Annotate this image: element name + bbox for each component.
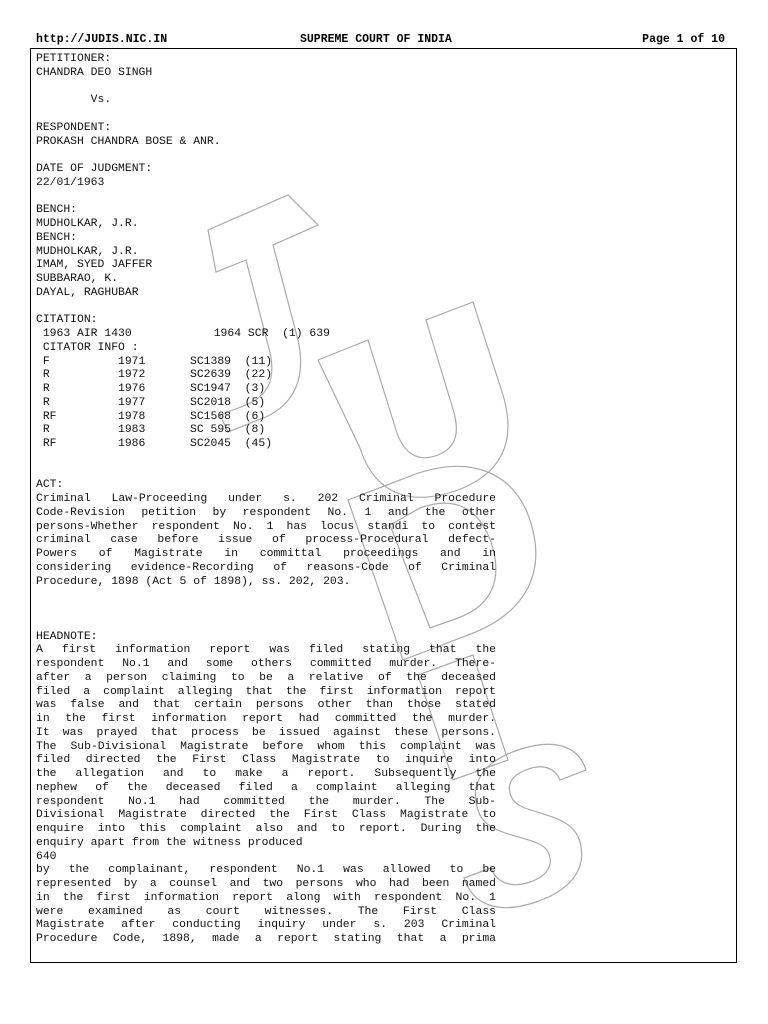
headnote-line: by the complainant, respondent No.1 was allowed to be — [36, 864, 496, 877]
headnote-line: Magistrate after conducting inquiry under s. 203 Criminal — [36, 919, 496, 932]
citator-code: RF — [36, 438, 57, 450]
headnote-line: Procedure Code, 1898, made a report stating that a prima — [36, 933, 496, 945]
act-line: Powers of Magistrate in committal proceedings and in — [36, 548, 496, 560]
citator-year: 1978 — [118, 410, 146, 423]
act-line-last: Procedure, 1898 (Act 5 of 1898), ss. 202, 203. — [36, 575, 351, 588]
headnote-line: Divisional Magistrate directed the First Class Magistrate to — [36, 809, 496, 822]
page-header — [36, 33, 725, 47]
bench-member: MUDHOLKAR, J.R. — [36, 245, 139, 258]
headnote-line: respondent No.1 had committed the murder. The Sub- — [36, 795, 496, 808]
act-line: persons-Whether respondent No. 1 has locus standi to contest — [36, 520, 496, 533]
act-label: ACT: — [36, 479, 64, 492]
bench-label: BENCH: — [36, 204, 78, 217]
judgment-date: 22/01/1963 — [36, 176, 105, 189]
citator-code: F — [36, 355, 50, 368]
respondent-name: PROKASH CHANDRA BOSE & ANR. — [36, 135, 221, 148]
citator-year: 1983 — [118, 424, 146, 437]
act-line: criminal case before issue of process-Procedural defect- — [36, 534, 496, 547]
citator-code: R — [36, 424, 50, 437]
headnote-line: A first information report was filed stating that the — [36, 644, 496, 657]
citator-year: 1972 — [118, 369, 146, 382]
source-url: http://JUDIS.NIC.IN — [36, 33, 168, 46]
bench-member: SUBBARAO, K. — [36, 273, 119, 285]
citator-code: R — [36, 369, 50, 382]
date-label: DATE OF JUDGMENT: — [36, 163, 153, 175]
citator-ref: SC2018 (5) — [190, 396, 266, 409]
bench-label-2: BENCH: — [36, 231, 78, 244]
page-indicator: Page 1 of 10 — [642, 33, 725, 46]
headnote-line: filed a complaint alleging that the first information report — [36, 685, 496, 698]
act-line: Criminal Law-Proceeding under s. 202 Criminal Procedure — [36, 493, 496, 505]
citator-table — [36, 356, 496, 452]
headnote-line: nephew of the deceased filed a complaint alleging that — [36, 781, 496, 794]
citator-ref: SC2045 (45) — [190, 438, 273, 450]
citator-code: R — [36, 396, 50, 409]
citator-ref: SC1947 (3) — [190, 383, 266, 395]
headnote-label: HEADNOTE: — [36, 630, 98, 643]
bench-member: IMAM, SYED JAFFER — [36, 259, 153, 272]
citator-year: 1971 — [118, 355, 146, 368]
headnote-line: enquire into this complaint also and to report. During the — [36, 823, 496, 835]
petitioner-label: PETITIONER: — [36, 53, 112, 65]
headnote-line: respondent No.1 and some others committed murder. There- — [36, 658, 496, 670]
citation-label: CITATION: — [36, 314, 98, 327]
headnote-line: represented by a counsel and two persons who had been named — [36, 878, 496, 890]
headnote-line: in the first information report along with respondent No. 1 — [36, 891, 496, 904]
citator-ref: SC1389 (11) — [190, 355, 273, 368]
headnote-line: The Sub-Divisional Magistrate before whom this complaint was — [36, 740, 496, 753]
page-marker: 640 — [36, 850, 57, 863]
citator-year: 1986 — [118, 438, 146, 450]
citator-label: CITATOR INFO : — [36, 341, 139, 354]
bench-member: DAYAL, RAGHUBAR — [36, 286, 139, 299]
act-line: Code-Revision petition by respondent No. 1 and the other — [36, 506, 496, 519]
citation-line: 1963 AIR 1430 1964 SCR (1) 639 — [36, 328, 330, 340]
citator-code: R — [36, 383, 50, 395]
headnote-line: after a person claiming to be a relative of the deceased — [36, 671, 496, 684]
act-line: considering evidence-Recording of reasons-Code of Criminal — [36, 561, 496, 574]
versus: Vs. — [36, 94, 112, 107]
petitioner-name: CHANDRA DEO SINGH — [36, 66, 153, 79]
citator-year: 1977 — [118, 396, 146, 409]
citator-code: RF — [36, 410, 57, 423]
citator-ref: SC2639 (22) — [190, 369, 273, 382]
headnote-line: in the first information report had committed the murder. — [36, 713, 496, 725]
headnote-line: were examined as court witnesses. The First Class — [36, 905, 496, 918]
headnote-line-last: enquiry apart from the witness produced — [36, 836, 303, 849]
headnote-line: the allegation and to make a report. Subsequently the — [36, 768, 496, 780]
headnote-line: was false and that certain persons other than those stated — [36, 699, 496, 712]
respondent-label: RESPONDENT: — [36, 121, 112, 134]
citator-ref: SC 595 (8) — [190, 424, 266, 437]
headnote-line: It was prayed that process be issued against these persons. — [36, 726, 496, 739]
judgment-text — [36, 53, 496, 947]
citator-ref: SC1568 (6) — [190, 410, 266, 423]
headnote-line: filed directed the First Class Magistrate to inquire into — [36, 754, 496, 767]
bench-author: MUDHOLKAR, J.R. — [36, 218, 139, 230]
court-name: SUPREME COURT OF INDIA — [300, 33, 452, 46]
citator-year: 1976 — [118, 383, 146, 395]
